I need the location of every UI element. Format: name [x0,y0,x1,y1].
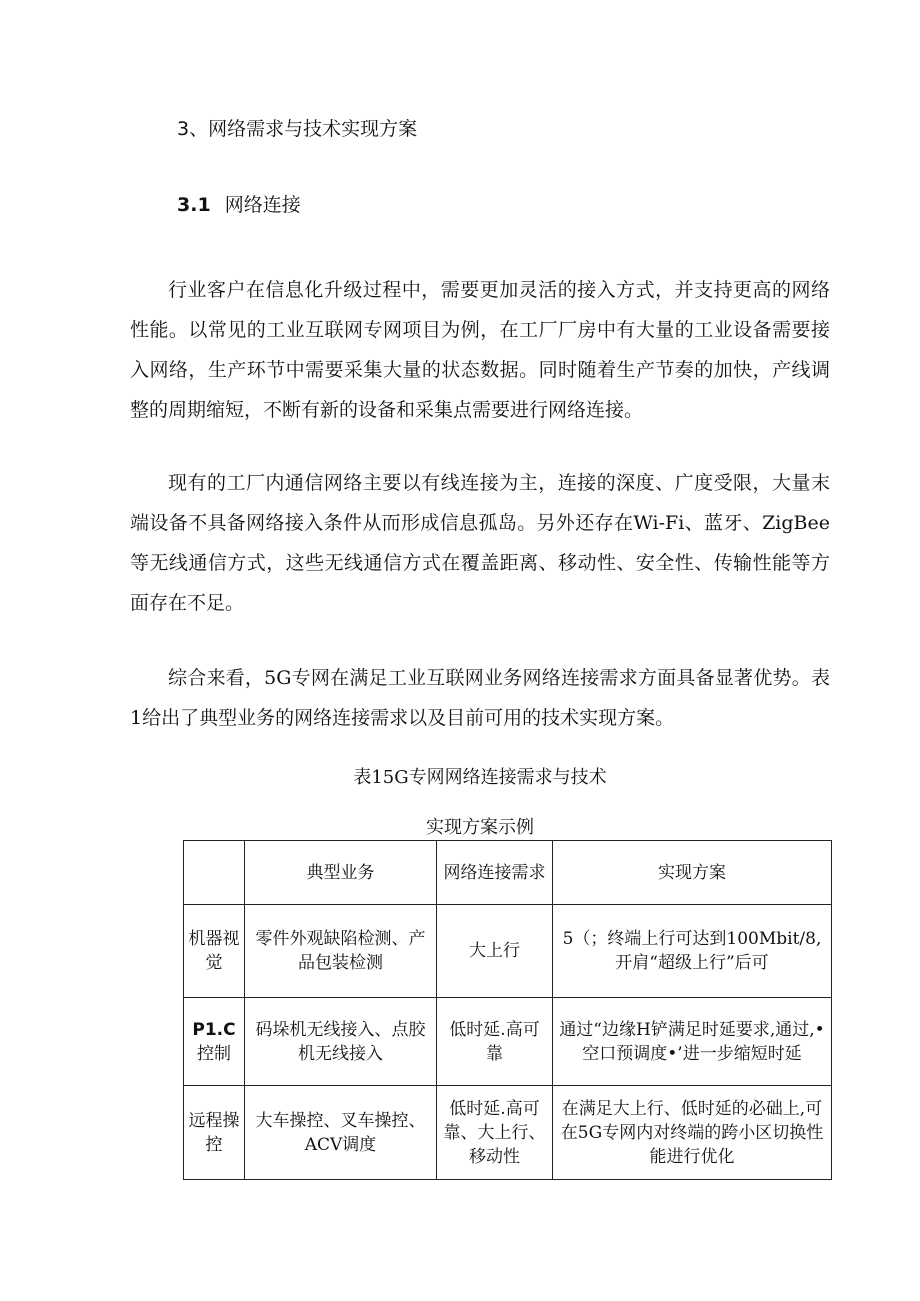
section-heading: 3、网络需求与技术实现方案 [177,118,418,140]
requirement-cell: 低时延.高可靠、大上行、移动性 [437,1086,553,1180]
table-row [184,905,832,998]
header-cell-solution: 实现方案 [553,841,832,905]
header-cell-requirement: 网络连接需求 [437,841,553,905]
subsection-heading [177,190,301,217]
solution-cell: 通过“边缘H铲满足时延要求,通过,•空口预调度•’进一步缩短时延 [553,998,832,1086]
row-name-cell [184,905,245,998]
row-name: 控制 [197,1043,231,1064]
header-cell-empty [184,841,245,905]
table-caption-line1: 表15G专网网络连接需求与技术 [353,767,607,788]
table-row [184,998,832,1086]
row-name-cell [184,998,245,1086]
table-row [184,1086,832,1180]
solution-cell: 在满足大上行、低时延的必础上,可在5G专网内对终端的跨小区切换性能进行优化 [553,1086,832,1180]
row-name: 远程操控 [188,1110,240,1155]
paragraph-3: 综合来看，5G专网在满足工业互联网业务网络连接需求方面具备显著优势。表1给出了典型业务的网络连接需求以及目前可用的技术实现方案。 [130,667,830,729]
table-header-row [184,841,832,905]
table-caption-line2: 实现方案示例 [426,817,534,838]
service-cell: 码垛机无线接入、点胶机无线接入 [245,998,437,1086]
row-name-cell [184,1086,245,1180]
paragraph-1: 行业客户在信息化升级过程中，需要更加灵活的接入方式，并支持更高的网络性能。以常见的工业互联网专网项目为例，在工厂厂房中有大量的工业设备需要接入网络，生产环节中需要采集大量的状态数据。同时随着生产节奏的加快，产线调整的周期缩短，不断有新的设备和采集点需要进行网络连接。 [130,279,830,421]
subsection-title: 网络连接 [224,194,301,216]
solution-cell: 5（；终端上行可达到100Mbit/8,开肩“超级上行”后可 [553,905,832,998]
paragraph-2: 现有的工厂内通信网络主要以有线连接为主，连接的深度、广度受限，大量末端设备不具备网络接入条件从而形成信息孤岛。另外还存在Wi-Fi、蓝牙、ZigBee等无线通信方式，这些无线通信方式在覆盖距离、移动性、安全性、传输性能等方面存在不足。 [130,472,830,614]
header-cell-service: 典型业务 [245,841,437,905]
requirements-table [183,840,832,1180]
requirement-cell: 低时延.高可靠 [437,998,553,1086]
subsection-number: 3.1 [177,194,211,216]
service-cell: 大车操控、叉车操控、ACV调度 [245,1086,437,1180]
requirement-cell: 大上行 [437,905,553,998]
row-name-code: P1.C [192,1019,236,1040]
row-name: 机器视觉 [188,929,240,973]
service-cell: 零件外观缺陷检测、产品包装检测 [245,905,437,998]
